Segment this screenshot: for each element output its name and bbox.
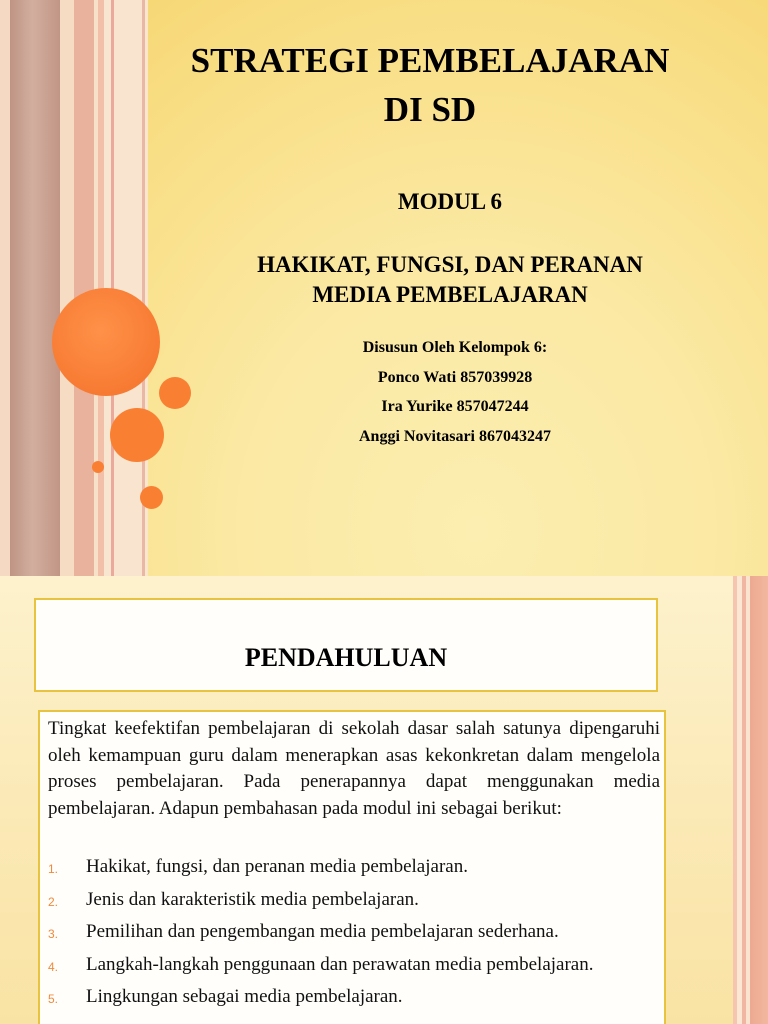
title-line: DI SD bbox=[383, 90, 477, 129]
list-item bbox=[48, 887, 660, 920]
intro-slide bbox=[0, 576, 768, 1024]
decorative-circle-large bbox=[52, 288, 160, 396]
list-item-text: Jenis dan karakteristik media pembelajaran. bbox=[86, 888, 419, 910]
decorative-circle bbox=[110, 408, 164, 462]
slide-subtitle bbox=[190, 250, 710, 310]
decorative-stripe bbox=[0, 0, 10, 576]
list-item bbox=[48, 919, 660, 952]
list-item-text: Pemilihan dan pengembangan media pembelajaran sederhana. bbox=[86, 921, 559, 942]
subtitle-line: MEDIA PEMBELAJARAN bbox=[312, 282, 588, 307]
intro-paragraph: Tingkat keefektifan pembelajaran di sekolah dasar salah satunya dipengaruhi oleh kemampuan guru dalam menerapkan asas kekonkretan dalam mengelola proses pembelajaran. Pada penerapannya dapat menggunakan media pembelajaran. Adapun pembahasan pada modul ini sebagai berikut: bbox=[48, 718, 660, 819]
topic-list bbox=[48, 854, 660, 1017]
list-number: 4. bbox=[48, 959, 59, 974]
list-item bbox=[48, 854, 660, 887]
list-number: 2. bbox=[48, 894, 59, 909]
module-label: MODUL 6 bbox=[397, 189, 503, 214]
author-line: Anggi Novitasari 867043247 bbox=[359, 427, 551, 445]
decorative-stripe bbox=[10, 0, 60, 576]
list-item-text: Lingkungan sebagai media pembelajaran. bbox=[86, 986, 403, 1007]
heading-box bbox=[34, 598, 658, 692]
list-number: 5. bbox=[48, 992, 59, 1006]
title-line: STRATEGI PEMBELAJARAN bbox=[190, 41, 670, 80]
decorative-stripe bbox=[750, 576, 768, 1024]
list-number: 1. bbox=[48, 862, 59, 876]
list-item bbox=[48, 984, 660, 1017]
author-line: Ponco Wati 857039928 bbox=[377, 368, 533, 386]
decorative-circle bbox=[140, 486, 163, 509]
slide-title bbox=[150, 36, 710, 134]
list-number: 3. bbox=[48, 927, 59, 941]
list-item-text: Hakikat, fungsi, dan peranan media pembelajaran. bbox=[86, 856, 468, 877]
decorative-circle bbox=[159, 377, 191, 409]
content-box bbox=[38, 710, 666, 1024]
decorative-stripe bbox=[74, 0, 94, 576]
authors-block bbox=[290, 336, 620, 454]
decorative-stripe bbox=[114, 0, 142, 576]
list-item-text: Langkah-langkah penggunaan dan perawatan media pembelajaran. bbox=[86, 953, 594, 975]
author-line: Ira Yurike 857047244 bbox=[381, 398, 529, 415]
section-heading: PENDAHULUAN bbox=[244, 643, 448, 672]
subtitle-line: HAKIKAT, FUNGSI, DAN PERANAN bbox=[257, 252, 643, 277]
decorative-stripe bbox=[60, 0, 74, 576]
list-item bbox=[48, 952, 660, 985]
decorative-circle bbox=[92, 461, 104, 473]
authors-heading: Disusun Oleh Kelompok 6: bbox=[362, 339, 548, 356]
